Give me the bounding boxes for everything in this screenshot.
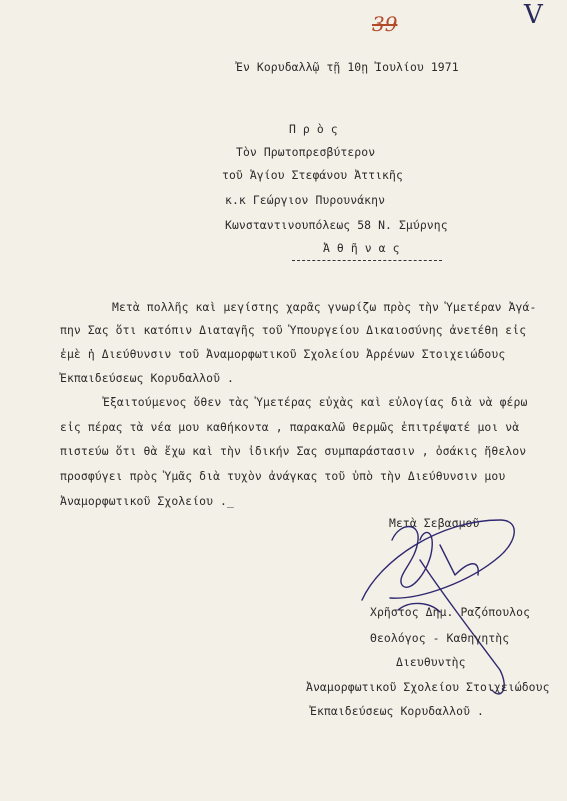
addressee-line-4: Κωνσταντινουπόλεως 58 Ν. Σμύρνης <box>225 218 448 232</box>
signatory-name: Χρῆστος Δημ. Ραζόπουλος <box>370 605 531 619</box>
body-p2-line-2: εἰς πέρας τὰ νέα μου καθήκοντα , παρακαλῶ θερμῶς ἐπιτρέψατέ μοι νὰ <box>60 420 520 434</box>
body-p1-line-2: πην Σας ὅτι κατόπιν Διαταγῆς τοῦ Ὑπουργείου Δικαιοσύνης ἀνετέθη εἰς <box>60 323 527 337</box>
signatory-institution-2: Ἐκπαιδεύσεως Κορυδαλλοῦ . <box>310 704 484 718</box>
addressee-line-1: Τὸν Πρωτοπρεσβύτερον <box>236 145 376 159</box>
corner-check-mark: V <box>524 0 543 30</box>
body-p1-line-3: ἐμὲ ἡ Διεύθυνσιν τοῦ Ἀναμορφωτικοῦ Σχολείου Ἀρρένων Στοιχειώδους <box>60 347 506 361</box>
body-p2-line-1: Ἐξαιτούμενος ὅθεν τὰς Ὑμετέρας εὐχὰς καὶ εὐλογίας διὰ νὰ φέρω <box>103 395 528 409</box>
signatory-role: Διευθυντὴς <box>396 655 466 669</box>
body-p2-line-5: Ἀναμορφωτικοῦ Σχολείου ._ <box>60 494 234 508</box>
closing: Μετὰ Σεβασμοῦ <box>389 516 480 530</box>
addressee-line-3: κ.κ Γεώργιον Πυρουνάκην <box>225 193 386 207</box>
signatory-title: Θεολόγος - Καθηγητὴς <box>370 631 510 645</box>
addressee-pros: Π ρ ὸ ς <box>289 122 338 136</box>
body-p2-line-4: προσφύγει πρὸς Ὑμᾶς διὰ τυχὸν ἀνάγκας τοῦ ὑπὸ τὴν Διεύθυνσιν μου <box>60 469 506 483</box>
body-p1-line-1: Μετὰ πολλῆς καὶ μεγίστης χαρᾶς γνωρίζω πρὸς τὴν Ὑμετέραν Ἀγά- <box>112 300 537 314</box>
signatory-institution-1: Ἀναμορφωτικοῦ Σχολείου Στοιχειώδους <box>306 680 550 694</box>
place-date: Ἐν Κορυδαλλῷ τῇ 10ῃ Ἰουλίου 1971 <box>236 60 459 74</box>
page-number-annotation: 39 <box>372 12 398 36</box>
addressee-underline <box>292 260 442 261</box>
addressee-city: Ἀ θ ῆ ν α ς <box>323 241 400 255</box>
body-p1-line-4: Ἐκπαιδεύσεως Κορυδαλλοῦ . <box>60 371 234 385</box>
addressee-line-2: τοῦ Ἁγίου Στεφάνου Ἀττικῆς <box>222 168 403 182</box>
body-p2-line-3: πιστεύω ὅτι θὰ ἔχω καὶ τὴν ἰδικήν Σας συμπαράστασιν , ὁσάκις ἤθελον <box>60 444 527 458</box>
